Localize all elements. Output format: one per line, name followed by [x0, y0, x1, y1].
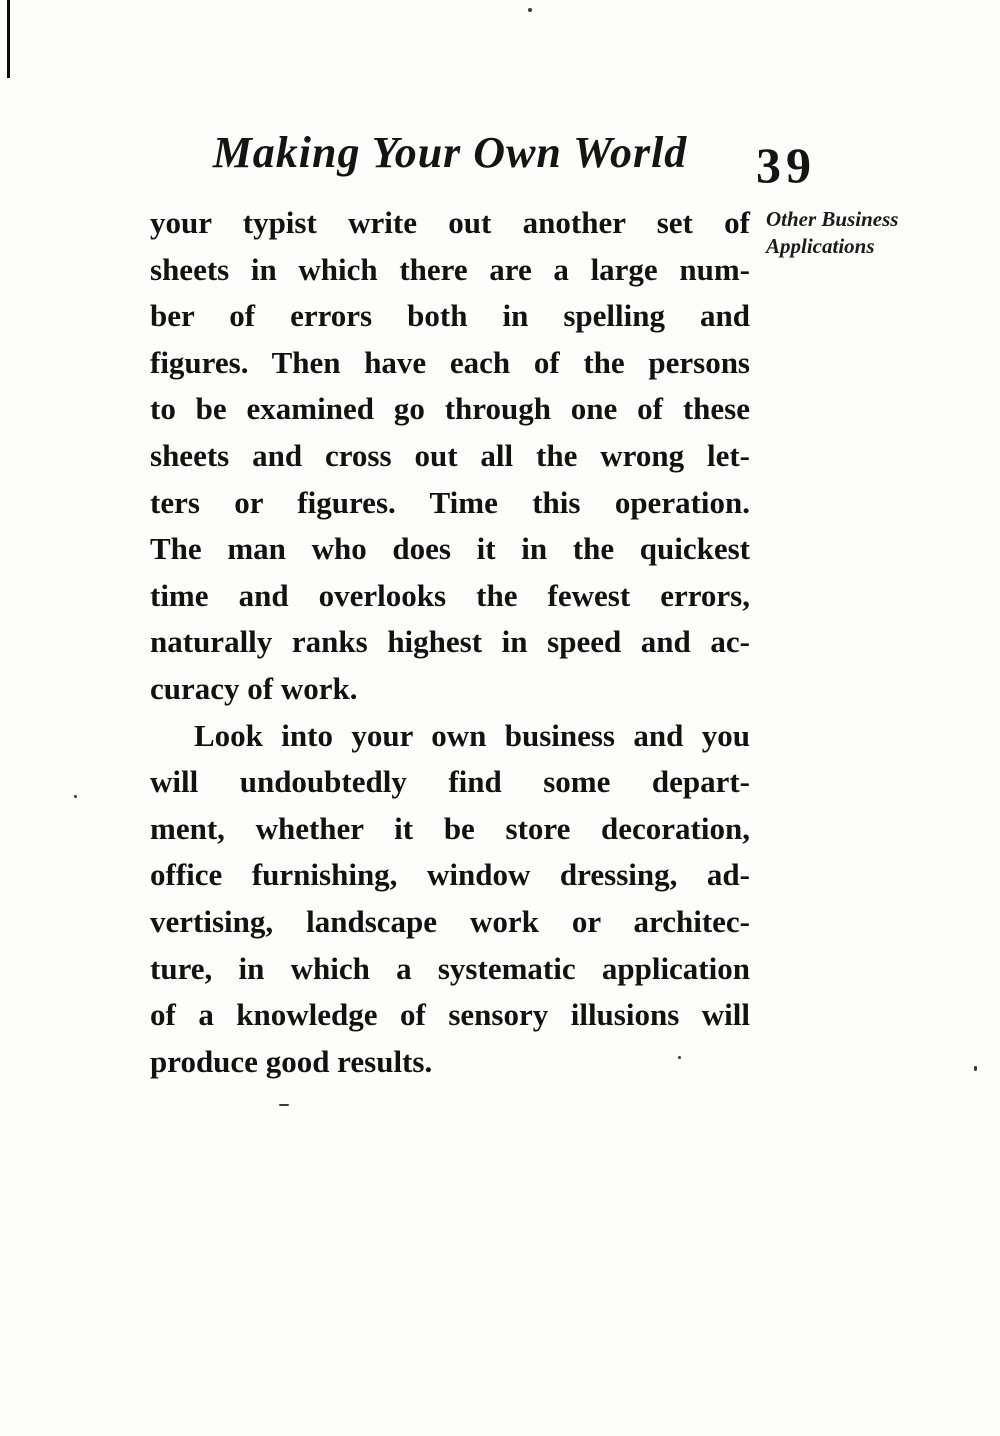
scan-artifact-dot [974, 1066, 977, 1071]
text-line: vertising, landscape work or architec- [150, 903, 750, 939]
text-line: ment, whether it be store decoration, [150, 810, 750, 846]
margin-note-line: Applications [766, 234, 875, 258]
text-line: figures. Then have each of the persons [150, 344, 750, 380]
text-line: to be examined go through one of these [150, 391, 750, 427]
scan-artifact-dot [74, 795, 77, 798]
text-line: ber of errors both in spelling and [150, 298, 750, 334]
paragraph [150, 713, 750, 1086]
text-line: will undoubtedly find some depart- [150, 764, 750, 800]
text-line: ters or figures. Time this operation. [150, 484, 750, 520]
margin-note [766, 206, 976, 260]
text-line: ture, in which a systematic application [150, 950, 750, 986]
text-line: time and overlooks the fewest errors, [150, 577, 750, 613]
text-line: of a knowledge of sensory illusions will [150, 997, 750, 1033]
text-line: office furnishing, window dressing, ad- [150, 857, 750, 893]
text-line: naturally ranks highest in speed and ac- [150, 624, 750, 660]
text-line: Look into your own business and you [194, 717, 750, 753]
running-head-title: Making Your Own World [212, 128, 688, 177]
scan-artifact-line [7, 0, 10, 78]
margin-note-line: Other Business [766, 207, 899, 231]
text-line: The man who does it in the quickest [150, 531, 750, 567]
scan-artifact-dot [279, 1104, 289, 1106]
body-text-column [150, 200, 750, 1085]
paragraph [150, 200, 750, 713]
text-line: produce good results. [150, 1043, 433, 1079]
text-line: sheets and cross out all the wrong let- [150, 437, 750, 473]
text-line: curacy of work. [150, 670, 358, 706]
text-line: sheets in which there are a large num- [150, 251, 750, 287]
page-number: 39 [756, 137, 816, 193]
text-line: your typist write out another set of [150, 205, 750, 240]
scan-artifact-dot [528, 8, 532, 12]
